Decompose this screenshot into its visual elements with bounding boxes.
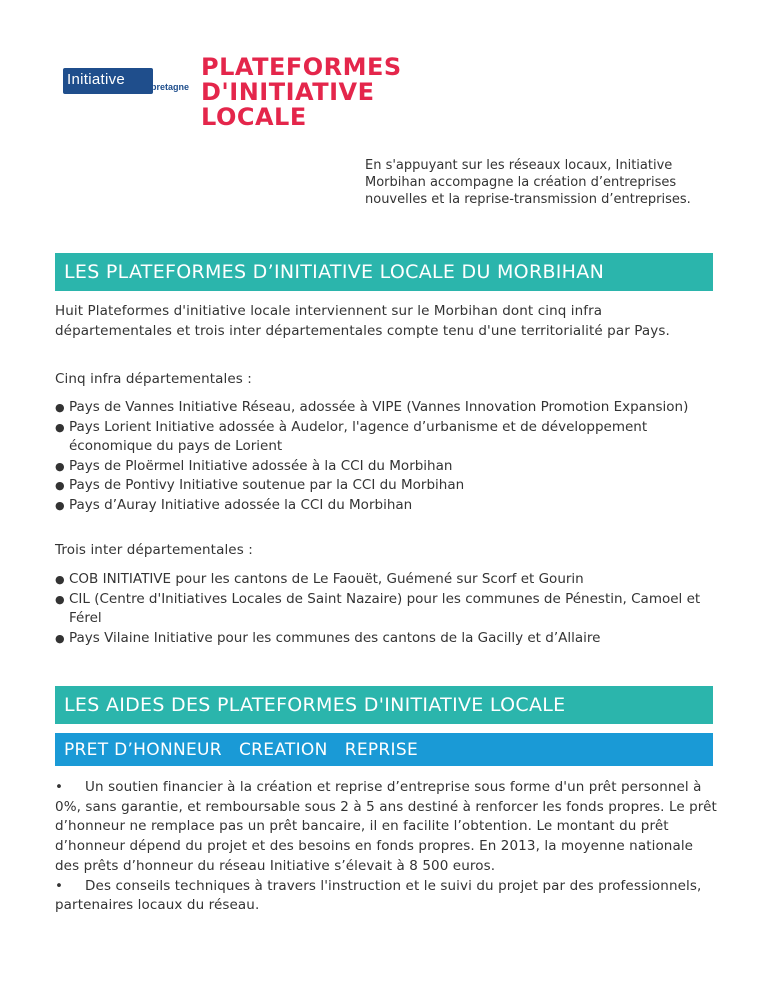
logo-text: Initiative [67, 71, 126, 88]
list-item [55, 496, 720, 516]
inter-label: Trois inter départementales : [55, 542, 253, 558]
logo-box [63, 68, 153, 94]
bullet-icon: ● [55, 573, 65, 586]
initiative-bretagne-logo [63, 68, 199, 96]
bullet-icon: ● [55, 459, 65, 473]
list-item-text: Pays Vilaine Initiative pour les communes des cantons de la Gacilly et d’Allaire [69, 629, 601, 646]
list-item [55, 590, 720, 629]
infra-list [55, 398, 720, 515]
section-heading-aides [55, 686, 713, 724]
subheading-text: PRET D’HONNEUR CREATION REPRISE [64, 739, 418, 760]
list-item [55, 629, 720, 649]
section-heading-text: LES AIDES DES PLATEFORMES D'INITIATIVE LOCALE [64, 694, 566, 716]
list-item [55, 457, 720, 477]
bullet-icon: ● [55, 420, 65, 434]
bullet-icon: • [55, 877, 64, 894]
aides-paragraph [55, 877, 720, 916]
bullet-icon: ● [55, 498, 65, 512]
title-line: PLATEFORMES [201, 53, 402, 81]
section-heading-text: LES PLATEFORMES D’INITIATIVE LOCALE DU MORBIHAN [64, 261, 605, 283]
list-item [55, 570, 720, 590]
subheading-pret-honneur [55, 733, 713, 766]
list-item-text: Pays de Pontivy Initiative soutenue par la CCI du Morbihan [69, 477, 465, 493]
list-item-text: Pays d’Auray Initiative adossée la CCI du Morbihan [69, 496, 413, 513]
aides-paragraph-text: Des conseils techniques à travers l'instruction et le suivi du projet par des professionnels, partenaires locaux du réseau. [55, 877, 702, 914]
list-item [55, 418, 720, 457]
aides-paragraph-text: Un soutien financier à la création et reprise d’entreprise sous forme d'un prêt personnel à 0%, sans garantie, et remboursable sous 2 à 5 ans destiné à renforcer les fonds propres. Le prêt d’honneur ne remplace pas un prêt bancaire, il en facilite l’obtention. Le montant du prêt d’honneur dépend du projet et des besoins en fonds propres. En 2013, la moyenne nationale des prêts d’honneur du réseau Initiative s’élevait à 8 500 euros. [55, 779, 717, 874]
bullet-icon: ● [55, 592, 65, 606]
title-line: D'INITIATIVE [201, 78, 375, 106]
list-item-text: Pays de Vannes Initiative Réseau, adossée à VIPE (Vannes Innovation Promotion Expansion) [69, 399, 689, 415]
list-item-text: Pays Lorient Initiative adossée à Audelor, l'agence d’urbanisme et de développement économique du pays de Lorient [69, 418, 648, 454]
infra-label: Cinq infra départementales : [55, 371, 252, 387]
bullet-icon: ● [55, 631, 65, 645]
inter-list [55, 570, 720, 648]
intro-text: En s'appuyant sur les réseaux locaux, Initiative Morbihan accompagne la création d’entreprises nouvelles et la reprise-transmission d’entreprises. [365, 158, 691, 207]
title-line: LOCALE [201, 103, 307, 131]
list-item-text: COB INITIATIVE pour les cantons de Le Faouët, Guémené sur Scorf et Gourin [69, 571, 584, 587]
logo-subtext: bretagne [151, 82, 190, 92]
bullet-icon: ● [55, 479, 65, 492]
list-item [55, 398, 720, 418]
list-item-text: CIL (Centre d'Initiatives Locales de Saint Nazaire) pour les communes de Pénestin, Camoel et Férel [69, 590, 701, 626]
aides-paragraph [55, 778, 720, 877]
aides-body [55, 778, 720, 916]
document-title [201, 55, 501, 130]
bullet-icon: • [55, 779, 64, 795]
list-item-text: Pays de Ploërmel Initiative adossée à la CCI du Morbihan [69, 457, 453, 474]
list-item [55, 476, 720, 496]
section-paragraph: Huit Plateformes d'initiative locale interviennent sur le Morbihan dont cinq infra départementales et trois inter départementales compte tenu d'une territorialité par Pays. [55, 303, 670, 339]
section-heading-plateformes [55, 253, 713, 291]
bullet-icon: ● [55, 401, 65, 414]
